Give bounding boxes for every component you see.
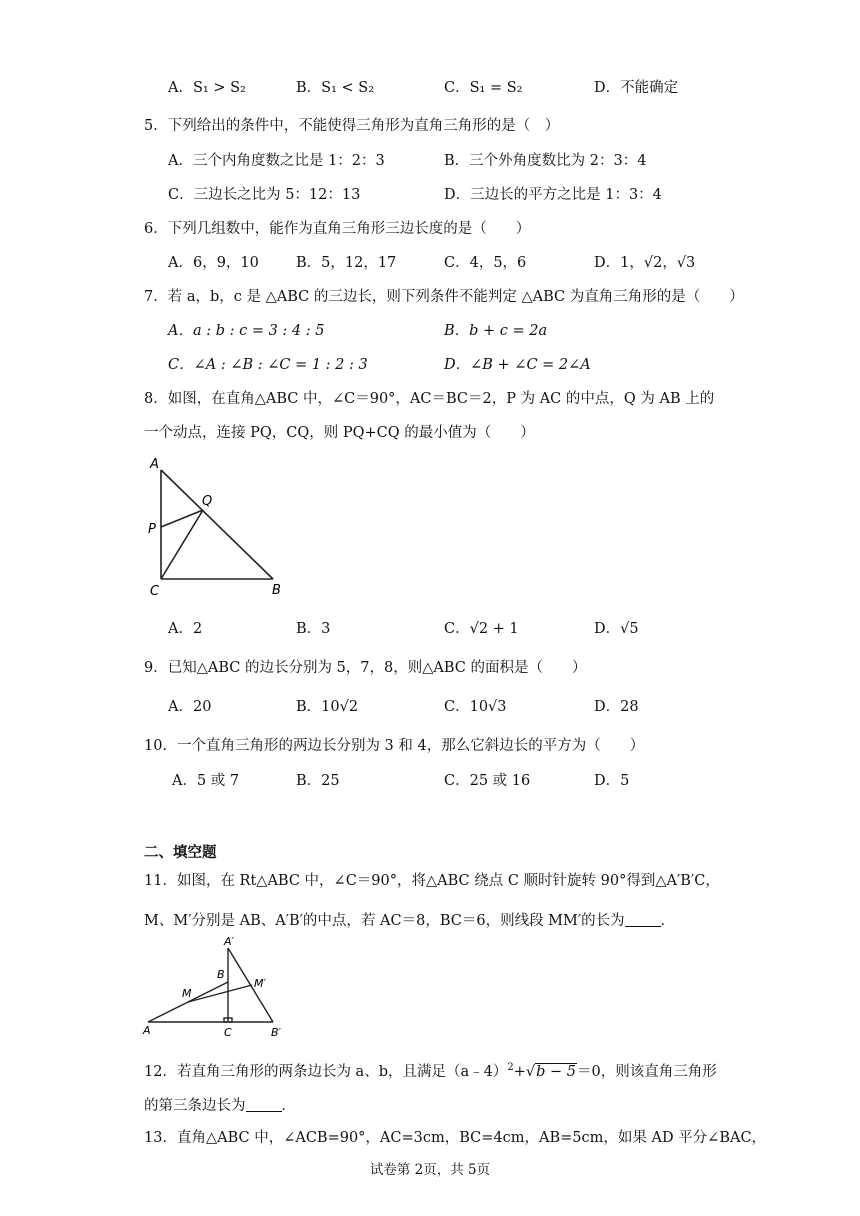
q8-option-d: D．√5 [594,621,639,637]
q6-stem: 6．下列几组数中，能作为直角三角形三边长度的是（ ） [144,221,531,237]
q11-label-b: B [217,968,225,981]
q12-sqrt-symbol: √ [525,1063,536,1080]
q4-option-a: A．S₁ > S₂ [168,80,246,96]
q12-stem-a: 12．若直角三角形的两条边长为 a、b，且满足（a﹣4） [144,1063,508,1080]
q10-option-a: A．5 或 7 [172,773,240,789]
q12-exponent: 2 [507,1062,514,1073]
q10-option-d: D．5 [594,773,630,789]
q9-option-c: C．10√3 [444,699,507,715]
q10-stem: 10．一个直角三角形的两边长分别为 3 和 4，那么它斜边长的平方为（ ） [144,738,645,754]
q6-option-c: C．4，5，6 [444,255,527,271]
q4-option-c: C．S₁ = S₂ [444,80,523,96]
q6-option-a: A．6，9，10 [168,255,259,271]
q6-option-b: B．5，12，17 [296,255,397,271]
q11-stem-end: ． [660,913,676,929]
q8-stem-line1: 8．如图，在直角△ABC 中，∠C＝90°，AC＝BC＝2，P 为 AC 的中点，Q 为 AB 上的 [144,391,715,407]
q11-label-a: A [143,1024,151,1037]
q5-option-a: A．三个内角度数之比是 1：2：3 [168,153,385,169]
q13-stem: 13．直角△ABC 中，∠ACB=90°，AC=3cm，BC=4cm，AB=5cm，如果 AD 平分∠BAC， [144,1130,767,1146]
q6-option-d: D．1，√2，√3 [594,255,696,271]
q11-stem-line2 [144,911,675,931]
q5-option-b: B．三个外角度数比为 2：3：4 [444,153,647,169]
q8-option-c: C．√2 + 1 [444,621,519,637]
q7-option-c: C．∠A : ∠B : ∠C = 1 : 2 : 3 [168,357,368,373]
q11-figure [140,932,300,1044]
page-footer: 试卷第 2页，共 5页 [369,1162,491,1178]
q11-label-m: M [182,987,192,1000]
q8-label-q: Q [202,494,213,509]
q12-stem-c: ＝0，则该直角三角形 [577,1063,717,1080]
q12-plus: + [513,1063,526,1080]
q11-answer-blank [625,912,661,927]
q4-option-b: B．S₁ < S₂ [296,80,375,96]
q8-option-a: A．2 [168,621,203,637]
q4-option-d: D．不能确定 [594,80,679,96]
q5-stem: 5．下列给出的条件中，不能使得三角形为直角三角形的是（ ） [144,118,560,134]
q7-option-b: B．b + c = 2a [444,323,548,339]
q12-answer-blank [246,1097,282,1112]
q8-label-a: A [150,457,159,472]
q9-stem: 9．已知△ABC 的边长分别为 5，7，8，则△ABC 的面积是（ ） [144,660,587,676]
q10-option-b: B．25 [296,773,340,789]
q12-stem-line2 [144,1096,296,1116]
q12-stem-end: ． [281,1098,296,1114]
q11-label-a-prime: A′ [224,935,235,948]
section-title: 二、填空题 [144,844,217,861]
q8-option-b: B．3 [296,621,331,637]
q8-label-b: B [272,583,281,598]
q11-label-c: C [224,1026,232,1039]
q7-option-a: A．a : b : c = 3 : 4 : 5 [168,323,325,339]
q11-stem-line1: 11．如图，在 Rt△ABC 中，∠C＝90°，将△ABC 绕点 C 顺时针旋转 90°得到△A′B′C， [144,873,720,889]
q5-option-d: D．三边长的平方之比是 1：3：4 [444,187,662,203]
q10-option-c: C．25 或 16 [444,773,531,789]
q5-option-c: C．三边长之比为 5：12：13 [168,187,361,203]
q8-stem-line2: 一个动点，连接 PQ，CQ，则 PQ+CQ 的最小值为（ ） [144,425,535,441]
q7-option-d: D．∠B + ∠C = 2∠A [444,357,591,373]
q12-stem-line1 [144,1058,717,1082]
q9-option-d: D．28 [594,699,639,715]
q11-stem-text: M、M′分别是 AB、A′B′的中点，若 AC＝8，BC＝6，则线段 MM′的长为 [144,913,625,929]
q12-stem-text: 的第三条边长为 [144,1098,246,1114]
q8-label-c: C [150,584,160,599]
q11-label-b-prime: B′ [271,1026,282,1039]
q8-label-p: P [148,522,156,537]
q12-sqrt-content: b − 5 [536,1063,577,1080]
q11-label-m-prime: M′ [254,977,266,990]
q9-option-b: B．10√2 [296,699,359,715]
q7-stem: 7．若 a，b，c 是 △ABC 的三边长，则下列条件不能判定 △ABC 为直角三角形的是（ ） [144,289,744,305]
q8-figure [140,452,300,602]
q9-option-a: A．20 [168,699,212,715]
